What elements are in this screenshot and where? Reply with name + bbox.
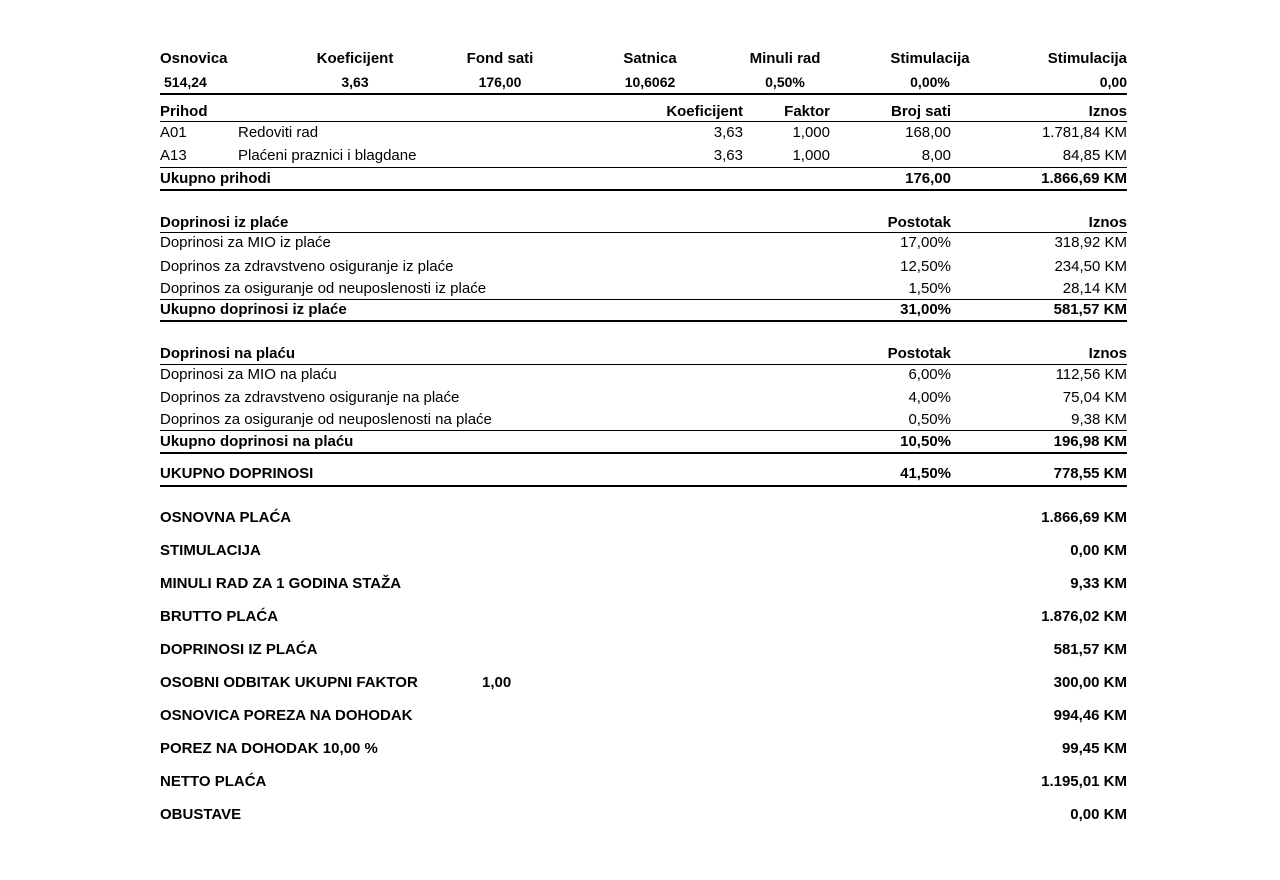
value-osnovica: 514,24: [164, 74, 207, 90]
prihod-row-koef: 3,63: [713, 124, 743, 141]
summary-value: 0,00 KM: [1070, 542, 1127, 559]
divider: [160, 299, 1127, 300]
doprinosi-na-row-name: Doprinosi za MIO na plaću: [160, 366, 337, 383]
prihod-header-sati: Broj sati: [890, 103, 951, 120]
doprinosi-iz-row-iznos: 234,50 KM: [1054, 258, 1127, 275]
doprinosi-iz-title: Doprinosi iz plaće: [160, 214, 289, 231]
header-fond-sati: Fond sati: [466, 50, 534, 67]
doprinosi-iz-row-name: Doprinosi za MIO iz plaće: [160, 234, 331, 251]
summary-label: DOPRINOSI IZ PLAĆA: [160, 641, 318, 658]
summary-value: 300,00 KM: [1053, 674, 1127, 691]
divider: [160, 364, 1127, 365]
divider: [160, 430, 1127, 431]
prihod-row-code: A13: [160, 147, 187, 164]
prihod-total-label: Ukupno prihodi: [160, 170, 271, 187]
header-koeficijent: Koeficijent: [316, 50, 394, 67]
doprinosi-na-total-postotak: 10,50%: [900, 433, 951, 450]
value-stimulacija-pct: 0,00%: [910, 74, 950, 90]
prihod-row-code: A01: [160, 124, 187, 141]
divider: [160, 320, 1127, 322]
summary-value: 994,46 KM: [1053, 707, 1127, 724]
summary-value: 9,33 KM: [1070, 575, 1127, 592]
summary-label: BRUTTO PLAĆA: [160, 608, 279, 625]
summary-label: POREZ NA DOHODAK 10,00 %: [160, 740, 378, 757]
value-satnica: 10,6062: [624, 74, 676, 90]
doprinosi-iz-row-name: Doprinos za zdravstveno osiguranje iz plaće: [160, 258, 454, 275]
doprinosi-iz-row-postotak: 1,50%: [908, 280, 951, 297]
prihod-total-sati: 176,00: [905, 170, 951, 187]
prihod-title: Prihod: [160, 103, 208, 120]
summary-value: 99,45 KM: [1061, 740, 1127, 757]
prihod-row-koef: 3,63: [713, 147, 743, 164]
doprinosi-iz-total-postotak: 31,00%: [900, 301, 951, 318]
prihod-row-faktor: 1,000: [792, 147, 830, 164]
prihod-row-sati: 168,00: [905, 124, 951, 141]
doprinosi-iz-total-iznos: 581,57 KM: [1053, 301, 1127, 318]
value-minuli-rad: 0,50%: [765, 74, 805, 90]
doprinosi-iz-header-iznos: Iznos: [1088, 214, 1127, 231]
divider: [160, 452, 1127, 454]
summary-label: OSNOVNA PLAĆA: [160, 509, 292, 526]
doprinosi-na-total-iznos: 196,98 KM: [1053, 433, 1127, 450]
header-satnica: Satnica: [623, 50, 677, 67]
doprinosi-na-header-iznos: Iznos: [1088, 345, 1127, 362]
doprinosi-iz-header-postotak: Postotak: [887, 214, 951, 231]
doprinosi-na-total-label: Ukupno doprinosi na plaću: [160, 433, 354, 450]
summary-value: 1.195,01 KM: [1041, 773, 1127, 790]
prihod-row-name: Plaćeni praznici i blagdane: [238, 147, 417, 164]
ukupno-doprinosi-label: UKUPNO DOPRINOSI: [160, 465, 314, 482]
doprinosi-iz-row-postotak: 12,50%: [900, 258, 951, 275]
prihod-header-koef: Koeficijent: [666, 103, 743, 120]
ukupno-doprinosi-postotak: 41,50%: [900, 465, 951, 482]
doprinosi-na-row-postotak: 4,00%: [908, 389, 951, 406]
prihod-row-iznos: 1.781,84 KM: [1041, 124, 1127, 141]
ukupno-doprinosi-iznos: 778,55 KM: [1053, 465, 1127, 482]
doprinosi-iz-row-iznos: 318,92 KM: [1054, 234, 1127, 251]
summary-extra: 1,00: [482, 674, 512, 691]
divider: [160, 485, 1127, 487]
value-fond-sati: 176,00: [478, 74, 522, 90]
divider: [160, 167, 1127, 168]
prihod-total-iznos: 1.866,69 KM: [1041, 170, 1127, 187]
doprinosi-na-row-name: Doprinos za zdravstveno osiguranje na plaće: [160, 389, 460, 406]
value-stimulacija-amount: 0,00: [1099, 74, 1127, 90]
summary-label: OSOBNI ODBITAK UKUPNI FAKTOR: [160, 674, 418, 691]
doprinosi-na-row-postotak: 6,00%: [908, 366, 951, 383]
divider: [160, 189, 1127, 191]
header-minuli-rad: Minuli rad: [749, 50, 821, 67]
summary-value: 1.866,69 KM: [1041, 509, 1127, 526]
prihod-header-faktor: Faktor: [784, 103, 830, 120]
prihod-header-iznos: Iznos: [1088, 103, 1127, 120]
doprinosi-iz-row-postotak: 17,00%: [900, 234, 951, 251]
summary-label: STIMULACIJA: [160, 542, 261, 559]
divider: [160, 232, 1127, 233]
doprinosi-na-row-name: Doprinos za osiguranje od neuposlenosti na plaće: [160, 411, 492, 428]
doprinosi-iz-row-iznos: 28,14 KM: [1062, 280, 1127, 297]
summary-value: 1.876,02 KM: [1041, 608, 1127, 625]
prihod-row-name: Redoviti rad: [238, 124, 319, 141]
doprinosi-na-row-iznos: 112,56 KM: [1055, 366, 1127, 383]
prihod-row-faktor: 1,000: [792, 124, 830, 141]
summary-label: OSNOVICA POREZA NA DOHODAK: [160, 707, 413, 724]
summary-value: 0,00 KM: [1070, 806, 1127, 823]
doprinosi-iz-total-label: Ukupno doprinosi iz plaće: [160, 301, 347, 318]
doprinosi-na-title: Doprinosi na plaću: [160, 345, 296, 362]
prihod-row-sati: 8,00: [921, 147, 951, 164]
doprinosi-na-header-postotak: Postotak: [887, 345, 951, 362]
divider: [160, 121, 1127, 122]
prihod-row-iznos: 84,85 KM: [1062, 147, 1127, 164]
value-koeficijent: 3,63: [341, 74, 369, 90]
summary-label: OBUSTAVE: [160, 806, 242, 823]
doprinosi-na-row-iznos: 75,04 KM: [1062, 389, 1127, 406]
doprinosi-iz-row-name: Doprinos za osiguranje od neuposlenosti iz plaće: [160, 280, 487, 297]
header-stimulacija-amount: Stimulacija: [1047, 50, 1127, 67]
header-osnovica: Osnovica: [160, 50, 228, 67]
doprinosi-na-row-postotak: 0,50%: [908, 411, 951, 428]
divider: [160, 93, 1127, 95]
header-stimulacija-pct: Stimulacija: [890, 50, 970, 67]
doprinosi-na-row-iznos: 9,38 KM: [1071, 411, 1127, 428]
summary-label: NETTO PLAĆA: [160, 773, 267, 790]
summary-value: 581,57 KM: [1053, 641, 1127, 658]
summary-label: MINULI RAD ZA 1 GODINA STAŽA: [160, 575, 402, 592]
